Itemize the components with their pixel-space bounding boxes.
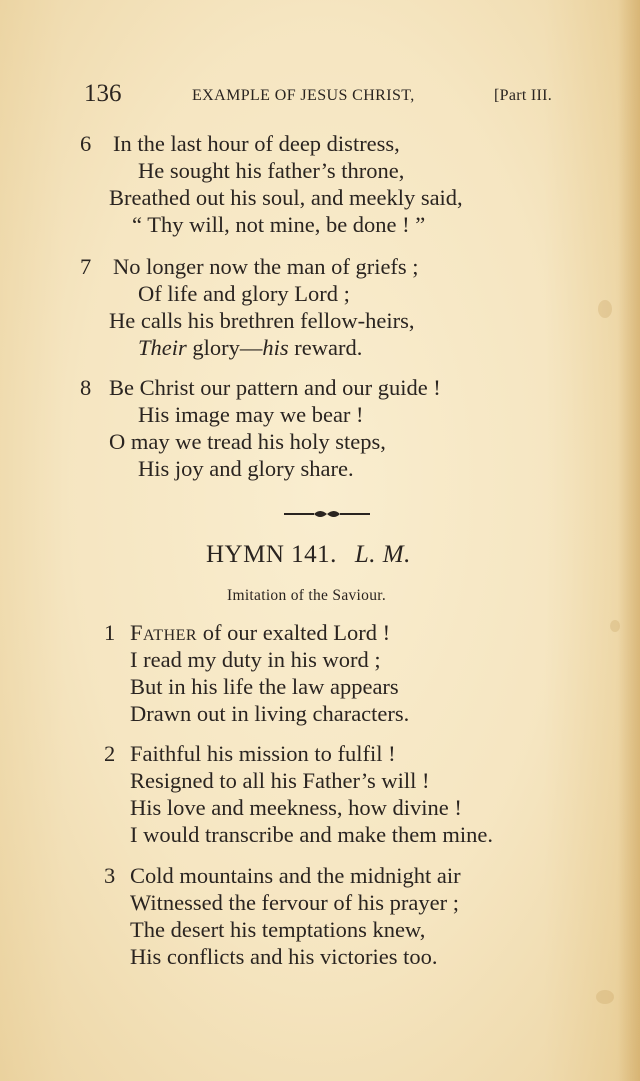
stanza-number: 7 bbox=[80, 254, 92, 279]
verse-line: I would transcribe and make them mine. bbox=[130, 822, 494, 847]
verse-line: Cold mountains and the midnight air bbox=[130, 863, 461, 888]
foxing-stain bbox=[596, 990, 614, 1004]
verse-line: “ Thy will, not mine, be done ! ” bbox=[132, 212, 426, 237]
verse-line: In the last hour of deep distress, bbox=[113, 131, 400, 156]
hymn-number: HYMN 141. bbox=[206, 541, 337, 568]
italic-word: Their bbox=[138, 335, 187, 360]
small-caps-word: Father bbox=[130, 620, 198, 645]
foxing-stain bbox=[598, 300, 612, 318]
verse-line: Resigned to all his Father’s will ! bbox=[130, 768, 430, 793]
verse-fragment: of our exalted Lord ! bbox=[197, 620, 391, 645]
stanza-number: 8 bbox=[80, 375, 92, 400]
verse-line: Drawn out in living characters. bbox=[130, 701, 410, 726]
verse-fragment: reward. bbox=[288, 335, 363, 360]
verse-line: O may we tread his holy steps, bbox=[109, 429, 386, 454]
verse-line: Breathed out his soul, and meekly said, bbox=[109, 185, 463, 210]
verse-line: Faithful his mission to fulfil ! bbox=[130, 741, 396, 766]
verse-line: He sought his father’s throne, bbox=[138, 158, 405, 183]
running-title: EXAMPLE OF JESUS CHRIST, bbox=[192, 87, 415, 104]
stanza-number: 3 bbox=[104, 863, 116, 888]
verse-fragment: glory— bbox=[186, 335, 263, 360]
italic-word: his bbox=[262, 335, 289, 360]
verse-line bbox=[138, 334, 362, 361]
hymn-meter: L. M. bbox=[354, 541, 411, 568]
verse-line: No longer now the man of griefs ; bbox=[113, 254, 419, 279]
verse-line: His conflicts and his victories too. bbox=[130, 944, 438, 969]
running-head bbox=[84, 80, 589, 110]
stanza-number: 1 bbox=[104, 620, 116, 645]
part-label: [Part III. bbox=[494, 87, 553, 104]
page-edge-shadow bbox=[618, 0, 640, 1081]
page-number: 136 bbox=[84, 80, 122, 107]
stanza-number: 2 bbox=[104, 741, 116, 766]
foxing-stain bbox=[610, 620, 620, 632]
stanza-number: 6 bbox=[80, 131, 92, 156]
verse-line: I read my duty in his word ; bbox=[130, 647, 381, 672]
verse-line bbox=[130, 619, 390, 646]
verse-line: He calls his brethren fellow-heirs, bbox=[109, 308, 415, 333]
verse-line: His image may we bear ! bbox=[138, 402, 364, 427]
ornamental-divider bbox=[282, 505, 372, 523]
verse-line: But in his life the law appears bbox=[130, 674, 399, 699]
hymn-subtitle: Imitation of the Saviour. bbox=[227, 587, 387, 604]
verse-line: Of life and glory Lord ; bbox=[138, 281, 350, 306]
verse-line: His joy and glory share. bbox=[138, 456, 354, 481]
verse-line: The desert his temptations knew, bbox=[130, 917, 426, 942]
verse-line: His love and meekness, how divine ! bbox=[130, 795, 462, 820]
verse-line: Witnessed the fervour of his prayer ; bbox=[130, 890, 459, 915]
hymn-heading bbox=[206, 541, 411, 569]
verse-line: Be Christ our pattern and our guide ! bbox=[109, 375, 441, 400]
